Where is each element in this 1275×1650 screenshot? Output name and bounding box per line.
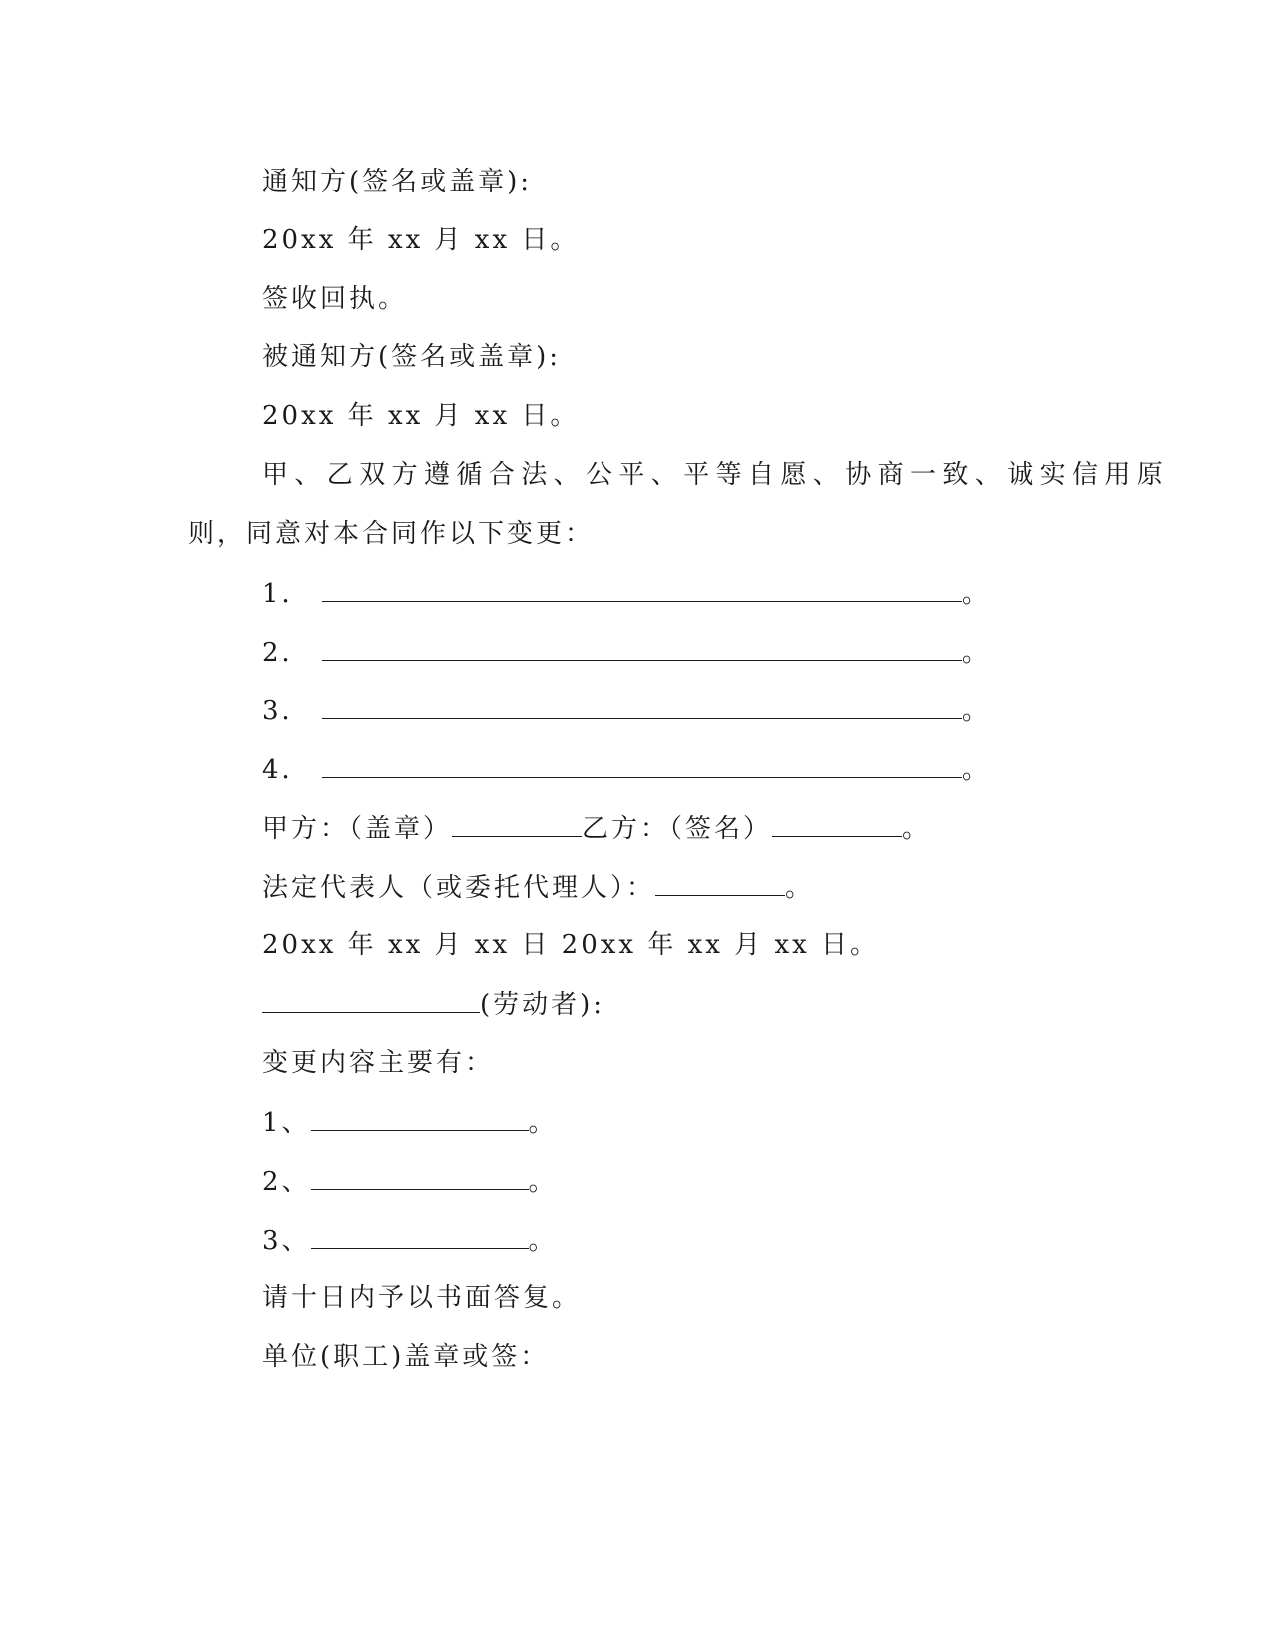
fill-in-blank[interactable]	[322, 751, 962, 778]
fill-in-blank[interactable]	[322, 692, 962, 719]
change-content-item-2	[262, 1163, 558, 1200]
unit-signature-line: 单位(职工)盖章或签：	[262, 1342, 550, 1372]
worker-label: (劳动者):	[480, 990, 606, 1020]
change-content-number: 3、	[262, 1226, 311, 1256]
signing-dates-line: 20xx 年 xx 月 xx 日 20xx 年 xx 月 xx 日。	[262, 930, 880, 960]
change-content-period: 。	[528, 1226, 558, 1256]
notifier-signature-line: 通知方(签名或盖章):	[262, 167, 533, 197]
change-content-period: 。	[528, 1108, 558, 1138]
party-signature-line	[262, 810, 931, 847]
change-item-3	[262, 692, 991, 729]
change-item-number: 4．	[262, 755, 311, 785]
change-item-1	[262, 575, 991, 612]
notified-date-line: 20xx 年 xx 月 xx 日。	[262, 401, 580, 431]
change-item-period: 。	[961, 579, 991, 609]
notified-signature-line: 被通知方(签名或盖章):	[262, 342, 562, 372]
worker-name-blank[interactable]	[262, 986, 480, 1013]
legal-representative-period: 。	[785, 873, 815, 903]
change-item-period: 。	[961, 696, 991, 726]
worker-line	[262, 986, 605, 1023]
change-item-2	[262, 634, 991, 671]
legal-representative-blank[interactable]	[655, 869, 785, 896]
change-item-4	[262, 751, 991, 788]
change-item-period: 。	[961, 638, 991, 668]
change-item-number: 2．	[262, 638, 311, 668]
agreement-paragraph-line-1: 甲、乙双方遵循合法、公平、平等自愿、协商一致、诚实信用原	[262, 460, 1170, 490]
fill-in-blank[interactable]	[322, 575, 962, 602]
party-b-label: 乙方：（签名）	[582, 814, 773, 844]
fill-in-blank[interactable]	[311, 1104, 529, 1131]
reply-request-line: 请十日内予以书面答复。	[262, 1283, 582, 1313]
change-item-period: 。	[961, 755, 991, 785]
notifier-date-line: 20xx 年 xx 月 xx 日。	[262, 225, 580, 255]
change-content-item-1	[262, 1104, 558, 1141]
change-content-number: 2、	[262, 1167, 311, 1197]
change-item-number: 1．	[262, 579, 311, 609]
change-content-number: 1、	[262, 1108, 311, 1138]
party-b-blank[interactable]	[772, 810, 902, 837]
change-item-number: 3．	[262, 696, 311, 726]
party-line-period: 。	[902, 814, 932, 844]
legal-representative-line	[262, 869, 814, 906]
fill-in-blank[interactable]	[311, 1222, 529, 1249]
change-content-title: 变更内容主要有：	[262, 1048, 495, 1078]
party-a-blank[interactable]	[452, 810, 582, 837]
legal-representative-label: 法定代表人（或委托代理人）：	[262, 873, 656, 903]
fill-in-blank[interactable]	[311, 1163, 529, 1190]
party-a-label: 甲方：（盖章）	[262, 814, 453, 844]
fill-in-blank[interactable]	[322, 634, 962, 661]
change-content-period: 。	[528, 1167, 558, 1197]
receipt-title: 签收回执。	[262, 284, 408, 314]
change-content-item-3	[262, 1222, 558, 1259]
agreement-paragraph-line-2: 则，同意对本合同作以下变更：	[188, 519, 595, 549]
